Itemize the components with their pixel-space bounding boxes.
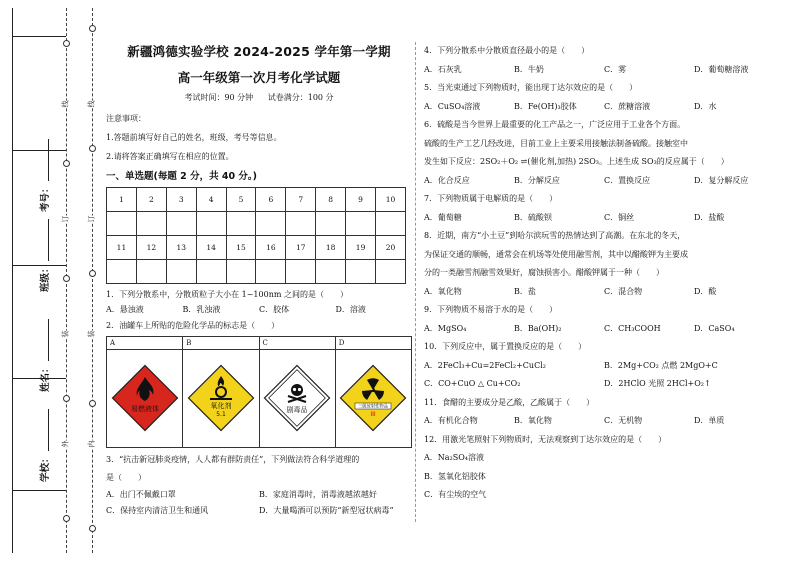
question-stem: 2．油罐车上所贴的危险化学品的标志是（ ） [106, 321, 280, 330]
option[interactable]: C．保持室内清洁卫生和通风 [106, 506, 209, 515]
answer-number: 5 [226, 188, 256, 212]
question-line: 为保证交通的顺畅，通常会在机场等处使用融雪剂，其中以醋酸钾为主要成 [424, 249, 688, 259]
question-4 [424, 42, 784, 79]
notes [106, 109, 412, 166]
option[interactable]: B．Ba(OH)₂ [514, 323, 562, 333]
hazard-letter: D [335, 337, 411, 350]
answer-cell[interactable] [316, 260, 346, 284]
question-options [424, 98, 784, 117]
question-stem-cont: 是（ ） [106, 473, 146, 482]
hazard-option-a[interactable] [107, 350, 183, 448]
binding-hole [63, 275, 70, 282]
option[interactable]: A．葡萄糖 [424, 212, 462, 222]
answer-number: 11 [107, 236, 137, 260]
binding-hole [63, 40, 70, 47]
school-field[interactable]: 学校： [37, 402, 51, 482]
question-options [424, 209, 784, 228]
margin-solid-line [12, 8, 13, 553]
hazard-label: 剧毒品 [286, 405, 308, 414]
margin-rule [12, 490, 66, 491]
answer-cell[interactable] [107, 212, 137, 236]
answer-cell[interactable] [346, 212, 376, 236]
question-stem: 1．下列分散系中，分散质粒子大小在 1~100nm 之间的是（ ） [106, 290, 348, 299]
option[interactable]: D．大量喝酒可以预防“新型冠状病毒” [259, 506, 394, 515]
option[interactable]: A．化合反应 [424, 175, 470, 185]
question-2 [106, 318, 412, 448]
answer-number: 6 [256, 188, 286, 212]
option[interactable]: A．MgSO₄ [424, 323, 467, 333]
seal-word: 外 [61, 440, 70, 448]
question-5 [424, 79, 784, 116]
margin-dashed-line-inner [92, 8, 93, 553]
binding-hole [89, 25, 96, 32]
question-options [106, 302, 412, 318]
option[interactable]: D．复分解反应 [694, 175, 749, 185]
seal-word: 线 [61, 100, 70, 108]
answer-number: 1 [107, 188, 137, 212]
question-line: 8．近期，南方“小土豆”到哈尔滨玩雪的热情达到了高潮。在东北的冬天， [424, 231, 686, 240]
hazard-letter: C [259, 337, 335, 350]
question-3 [106, 452, 412, 519]
option[interactable]: B．氧化物 [514, 416, 552, 425]
option[interactable]: A．悬浊液 [106, 305, 144, 314]
option[interactable]: C．CO+CuO △ Cu+CO₂ [424, 379, 521, 388]
toxic-skull-icon [262, 363, 332, 433]
answer-cell[interactable] [256, 260, 286, 284]
question-12 [424, 431, 784, 505]
answer-cell[interactable] [196, 260, 226, 284]
answer-cell[interactable] [256, 212, 286, 236]
hazard-class: 5.1 [216, 410, 226, 418]
hazard-class: III [370, 410, 377, 418]
seal-word: 线 [87, 100, 96, 108]
option[interactable]: D．酸 [694, 286, 717, 296]
binding-hole [63, 515, 70, 522]
answer-number: 19 [346, 236, 376, 260]
option[interactable]: A．CuSO₄溶液 [424, 101, 481, 111]
exam-title: 高一年级第一次月考化学试题 [177, 70, 341, 85]
binding-hole [89, 525, 96, 532]
hazard-label: 三级放射性物品 [358, 404, 389, 410]
question-line: 发生如下反应：2SO₂＋O₂ ⇌(催化剂,加热) 2SO₃。上述生成 SO₃的反应属于（ ） [424, 157, 729, 166]
exam-time: 考试时间：90 分钟 [184, 93, 254, 102]
answer-cell[interactable] [226, 212, 256, 236]
question-stem: 9．下列物质不易溶于水的是（ ） [424, 305, 558, 314]
question-stem: 5．当光束通过下列物质时，能出现丁达尔效应的是（ ） [424, 83, 638, 92]
answer-number: 8 [316, 188, 346, 212]
option[interactable]: A．2FeCl₃+Cu=2FeCl₂+CuCl₂ [424, 360, 546, 370]
answer-cell[interactable] [136, 260, 166, 284]
radioactive-icon [338, 363, 408, 433]
question-line: 分的一类融雪剂融雪效果好，腐蚀损害小。醋酸钾属于一种（ ） [424, 268, 664, 277]
answer-number: 17 [286, 236, 316, 260]
column-divider [415, 42, 416, 522]
answer-number: 15 [226, 236, 256, 260]
answer-grid-number-row [107, 236, 406, 260]
question-7 [424, 190, 784, 227]
option[interactable]: D．单质 [694, 416, 725, 425]
hazard-option-b[interactable] [183, 350, 259, 448]
exam-school-title: 新疆鸿德实验学校 2024-2025 学年第一学期 [127, 44, 391, 59]
answer-number: 18 [316, 236, 346, 260]
option[interactable]: C．无机物 [604, 416, 643, 425]
answer-cell[interactable] [226, 260, 256, 284]
option[interactable]: B．2Mg+CO₂ 点燃 2MgO+C [604, 360, 718, 370]
option[interactable]: D．葡萄糖溶液 [694, 64, 749, 74]
question-6 [424, 116, 784, 190]
question-options [424, 375, 784, 394]
option[interactable]: C．雾 [604, 64, 627, 74]
option[interactable]: B．分解反应 [514, 175, 560, 185]
hazard-label: 易燃液体 [130, 404, 159, 413]
option[interactable]: A．出门不佩戴口罩 [106, 490, 176, 499]
answer-number: 16 [256, 236, 286, 260]
option[interactable]: C．CH₃COOH [604, 323, 661, 333]
question-options [424, 172, 784, 191]
option[interactable]: A．石灰乳 [424, 64, 462, 74]
left-column [106, 42, 412, 519]
answer-grid-blank-row [107, 212, 406, 236]
question-stem: 4．下列分散系中分散质直径最小的是（ ） [424, 46, 590, 55]
binding-hole [89, 145, 96, 152]
answer-number: 13 [166, 236, 196, 260]
answer-cell[interactable] [376, 212, 406, 236]
answer-cell[interactable] [166, 260, 196, 284]
answer-grid-blank-row [107, 260, 406, 284]
note-item: 2.请将答案正确填写在相应的位置。 [106, 152, 234, 161]
answer-number: 10 [376, 188, 406, 212]
question-8 [424, 227, 784, 301]
question-options [424, 283, 784, 302]
answer-cell[interactable] [196, 212, 226, 236]
hazard-letter: B [183, 337, 259, 350]
exam-number-field[interactable]: 考号： [37, 132, 51, 212]
binding-hole [89, 400, 96, 407]
question-stem: 3．“抗击新冠肺炎疫情，人人都有群防责任”，下列做法符合科学道理的 [106, 455, 360, 464]
question-stem: 12．用激光笔照射下列物质时，无法观察到丁达尔效应的是（ ） [424, 434, 667, 444]
answer-number: 2 [136, 188, 166, 212]
answer-cell[interactable] [286, 212, 316, 236]
question-stem: 10．下列反应中，属于置换反应的是（ ） [424, 342, 587, 351]
question-stem: 11．食醋的主要成分是乙酸，乙酸属于（ ） [424, 397, 595, 407]
option[interactable]: C．胶体 [259, 305, 290, 314]
question-stem: 7．下列物质属于电解质的是（ ） [424, 194, 558, 203]
option[interactable]: A．Na₂SO₄溶液 [424, 453, 484, 462]
answer-cell[interactable] [376, 260, 406, 284]
option[interactable]: C．有尘埃的空气 [424, 490, 487, 499]
option[interactable]: A．有机化合物 [424, 416, 478, 425]
option[interactable]: B．乳浊液 [182, 305, 221, 314]
exam-score: 试卷满分：100 分 [267, 93, 334, 102]
hazard-option-c[interactable] [259, 350, 335, 448]
option[interactable]: B．硫酸钡 [514, 212, 552, 222]
question-options [106, 503, 412, 519]
answer-number: 14 [196, 236, 226, 260]
binding-margin [0, 0, 100, 561]
option[interactable]: B．盐 [514, 286, 536, 296]
notes-heading: 注意事项： [106, 114, 146, 123]
answer-cell[interactable] [136, 212, 166, 236]
answer-number: 20 [376, 236, 406, 260]
answer-grid-number-row [107, 188, 406, 212]
option[interactable]: D．CaSO₄ [694, 323, 735, 333]
option[interactable]: A．氧化物 [424, 286, 462, 296]
question-line: 6．硫酸是当今世界上最重要的化工产品之一，广泛应用于工业各个方面。 [424, 120, 686, 129]
option[interactable]: B．Fe(OH)₃胶体 [514, 101, 577, 111]
option[interactable]: C．蔗糖溶液 [604, 101, 651, 111]
hazard-option-d[interactable] [335, 350, 411, 448]
answer-cell[interactable] [316, 212, 346, 236]
question-options [424, 357, 784, 376]
hazard-label-table [106, 336, 412, 448]
option[interactable]: B．牛奶 [514, 64, 544, 74]
question-1 [106, 287, 412, 318]
class-field[interactable]: 班级： [37, 212, 51, 292]
right-column [424, 42, 784, 505]
seal-word: 订 [61, 215, 70, 223]
question-options [424, 412, 784, 431]
option[interactable]: B．家庭消毒时，消毒液越浓越好 [259, 490, 377, 499]
seal-word: 内 [87, 440, 96, 448]
option[interactable]: C．铜丝 [604, 212, 635, 222]
option[interactable]: D．溶液 [335, 305, 366, 314]
name-field[interactable]: 姓名： [37, 312, 51, 392]
hazard-letter: A [107, 337, 183, 350]
option[interactable]: B．氢氧化铝胶体 [424, 471, 486, 481]
seal-word: 装 [87, 330, 96, 338]
oxidizer-icon [186, 363, 256, 433]
question-options [424, 320, 784, 339]
seal-word: 装 [61, 330, 70, 338]
flammable-liquid-icon [110, 363, 180, 433]
question-line: 硫酸的生产工艺几经改进，目前工业上主要采用接触法制备硫酸。接触室中 [424, 138, 688, 148]
answer-cell[interactable] [107, 260, 137, 284]
question-11 [424, 394, 784, 431]
option[interactable]: D．水 [694, 101, 717, 111]
answer-number: 4 [196, 188, 226, 212]
answer-cell[interactable] [286, 260, 316, 284]
exam-meta [106, 92, 412, 103]
option[interactable]: D．2HClO 光照 2HCl+O₂↑ [604, 379, 711, 388]
answer-number: 9 [346, 188, 376, 212]
option[interactable]: C．置换反应 [604, 175, 651, 185]
answer-number: 12 [136, 236, 166, 260]
margin-rule [12, 36, 66, 37]
answer-grid [106, 187, 406, 284]
answer-number: 3 [166, 188, 196, 212]
hazard-label: 氧化剂 [210, 401, 232, 410]
answer-cell[interactable] [346, 260, 376, 284]
answer-number: 7 [286, 188, 316, 212]
question-9 [424, 301, 784, 338]
section-heading: 一、单选题(每题 2 分，共 40 分。) [106, 171, 257, 182]
binding-hole [63, 160, 70, 167]
option[interactable]: C．混合物 [604, 286, 643, 296]
binding-hole [63, 395, 70, 402]
question-options [106, 487, 412, 503]
question-10 [424, 338, 784, 394]
question-options [424, 61, 784, 80]
note-item: 1.答题前填写好自己的姓名，班级，考号等信息。 [106, 133, 282, 142]
seal-word: 订 [87, 215, 96, 223]
option[interactable]: D．盐酸 [694, 212, 725, 222]
binding-hole [89, 270, 96, 277]
answer-cell[interactable] [166, 212, 196, 236]
